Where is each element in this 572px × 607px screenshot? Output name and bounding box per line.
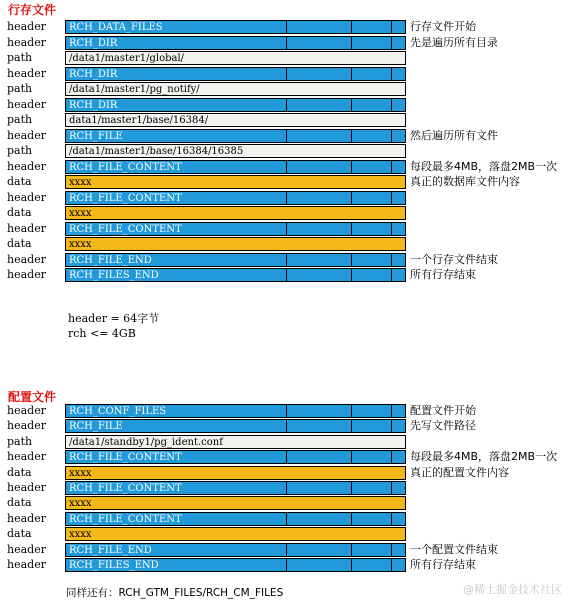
data-block-text: xxxx [69,498,92,510]
header-block-text: RCH_FILE_END [69,254,152,266]
annotation-note: 所有行存结束 [410,558,476,571]
header-block [65,268,406,282]
header-block [65,419,406,433]
data-block-text: xxxx [69,467,92,479]
path-block-text: /data1/master1/pg_notify/ [69,84,200,95]
annotation-note: 先写文件路径 [410,419,476,433]
row-label-path: path [7,113,33,126]
path-block-text: data1/master1/base/16384/ [69,115,209,126]
row-label-header: header [7,558,46,571]
data-block [65,175,406,189]
path-block-text: /data1/master1/global/ [69,53,185,64]
annotation-note: 每段最多4MB，落盘2MB一次 [410,450,558,464]
section-title-config: 配置文件 [8,390,57,404]
data-block-text: xxxx [69,529,92,541]
annotation-note: 每段最多4MB，落盘2MB一次 [410,159,558,173]
watermark: @稀土掘金技术社区 [463,583,562,596]
header-block-text: RCH_FILE_CONTENT [69,483,182,494]
header-block [65,481,406,495]
data-block-text: xxxx [69,208,92,219]
row-label-header: header [7,128,46,142]
row-label-path: path [7,82,33,95]
header-block [65,253,406,267]
path-block [65,144,406,158]
header-block [65,512,406,526]
header-block [65,558,406,572]
row-label-header: header [7,450,46,464]
header-block-text: RCH_FILE [69,130,123,142]
row-label-header: header [7,20,46,33]
row-label-data: data [7,206,32,219]
header-block-text: RCH_CONF_FILES [69,406,167,417]
header-block-text: RCH_FILE_CONTENT [69,452,182,464]
header-block-text: RCH_DATA_FILES [69,22,163,33]
row-label-header: header [7,542,46,556]
data-block [65,527,406,541]
header-block [65,543,406,557]
path-block-text: /data1/standby1/pg_ident.conf [69,436,223,448]
header-block-text: RCH_DIR [69,68,118,80]
header-size-note: header = 64字节 [68,312,160,325]
data-block [65,237,406,251]
header-block-text: RCH_FILE_CONTENT [69,161,182,173]
header-block [65,129,406,143]
row-label-header: header [7,252,46,266]
header-block-text: RCH_DIR [69,99,118,111]
section-title-rowstore: 行存文件 [8,3,57,17]
row-label-header: header [7,66,46,80]
header-block [65,450,406,464]
row-label-header: header [7,404,46,417]
row-label-header: header [7,35,46,49]
data-block [65,206,406,220]
row-label-header: header [7,419,46,433]
row-label-data: data [7,496,32,510]
path-block [65,82,406,96]
header-block-text: RCH_FILES_END [69,560,159,571]
row-label-data: data [7,175,32,188]
annotation-note: 然后遍历所有文件 [410,128,498,142]
annotation-note: 真正的数据库文件内容 [410,175,520,188]
header-block-text: RCH_FILE_CONTENT [69,513,182,525]
header-block [65,67,406,81]
data-block-text: xxxx [69,239,92,250]
row-label-data: data [7,465,32,479]
header-block [65,36,406,50]
annotation-note: 所有行存结束 [410,268,476,281]
header-block-text: RCH_FILE_CONTENT [69,192,182,204]
row-label-path: path [7,51,33,64]
row-label-path: path [7,434,33,448]
header-block-text: RCH_DIR [69,37,118,49]
row-label-path: path [7,144,33,157]
header-block-text: RCH_FILES_END [69,270,159,281]
header-block-text: RCH_FILE_END [69,544,152,556]
row-label-header: header [7,511,46,525]
header-block [65,98,406,112]
row-label-data: data [7,237,32,250]
annotation-note: 一个行存文件结束 [410,252,498,266]
header-block [65,222,406,236]
annotation-note: 配置文件开始 [410,404,476,417]
row-label-header: header [7,221,46,235]
row-label-header: header [7,97,46,111]
header-block-text: RCH_FILE [69,421,123,433]
row-label-header: header [7,481,46,494]
path-block [65,435,406,449]
path-block-text: /data1/master1/base/16384/16385 [69,146,244,157]
row-label-header: header [7,159,46,173]
header-block [65,191,406,205]
header-block [65,160,406,174]
rch-size-note: rch <= 4GB [68,327,136,340]
footer-note: 同样还有：RCH_GTM_FILES/RCH_CM_FILES [66,587,284,599]
data-block [65,496,406,510]
header-block-text: RCH_FILE_CONTENT [69,223,182,235]
annotation-note: 真正的配置文件内容 [410,465,509,479]
data-block [65,466,406,480]
path-block [65,113,406,127]
annotation-note: 先是遍历所有目录 [410,35,498,49]
annotation-note: 行存文件开始 [410,20,476,33]
path-block [65,51,406,65]
annotation-note: 一个配置文件结束 [410,542,498,556]
header-block [65,20,406,34]
data-block-text: xxxx [69,177,92,188]
row-label-data: data [7,527,32,541]
row-label-header: header [7,268,46,281]
row-label-header: header [7,190,46,204]
header-block [65,404,406,418]
